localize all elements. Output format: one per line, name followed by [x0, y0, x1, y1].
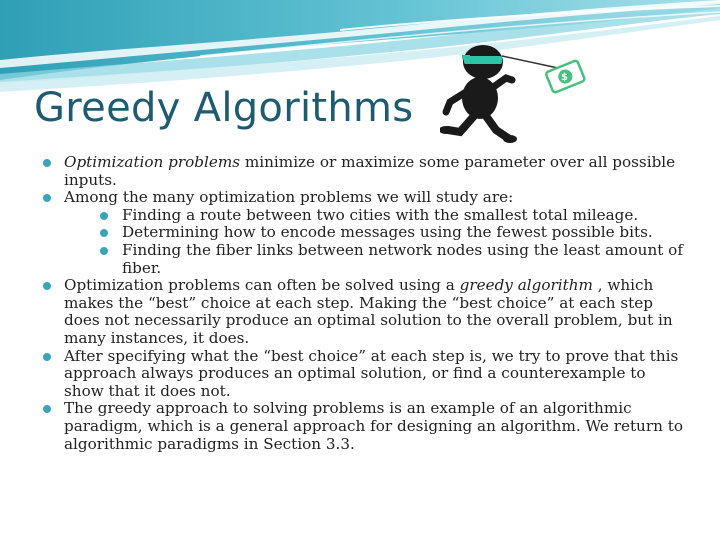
bullet-text: Among the many optimization problems we will study are: [64, 188, 514, 207]
bullet-term: greedy algorithm [459, 276, 593, 295]
sub-bullet-item: Determining how to encode messages using the fewest possible bits. [92, 224, 686, 242]
bullet-item [36, 277, 686, 347]
bullet-item: After specifying what the “best choice” at each step is, we try to prove that this approach always produces an optimal solution, or find a counterexample to show that it does not. [36, 348, 686, 401]
dollar-sign-icon: $ [561, 72, 568, 83]
bullet-text: , which makes the “best” choice at each step. Making the “best choice” at each step does not necessarily produce an optimal solution to the overall problem, but in many instances, it does. [64, 276, 673, 347]
sub-bullet-item: Finding a route between two cities with the smallest total mileage. [92, 207, 686, 225]
greedy-runner-chasing-money-icon [440, 38, 590, 146]
sub-bullet-item: Finding the fiber links between network nodes using the least amount of fiber. [92, 242, 686, 277]
bullet-text: minimize or maximize some parameter over all possible inputs. [64, 153, 676, 189]
header-wave-decoration [0, 0, 720, 95]
bullet-item: The greedy approach to solving problems is an example of an algorithmic paradigm, which is a general approach for designing an algorithm. We return to algorithmic paradigms in Section 3.3. [36, 400, 686, 453]
slide-title: Greedy Algorithms [34, 85, 414, 131]
bullet-term: Optimization problems [64, 153, 241, 171]
bullet-text: Optimization problems can often be solved using a [64, 276, 460, 295]
bullet-list [36, 154, 686, 453]
bullet-item [36, 189, 686, 277]
slide-content [36, 154, 686, 453]
bullet-item [36, 154, 686, 189]
sub-bullet-list [64, 207, 686, 277]
